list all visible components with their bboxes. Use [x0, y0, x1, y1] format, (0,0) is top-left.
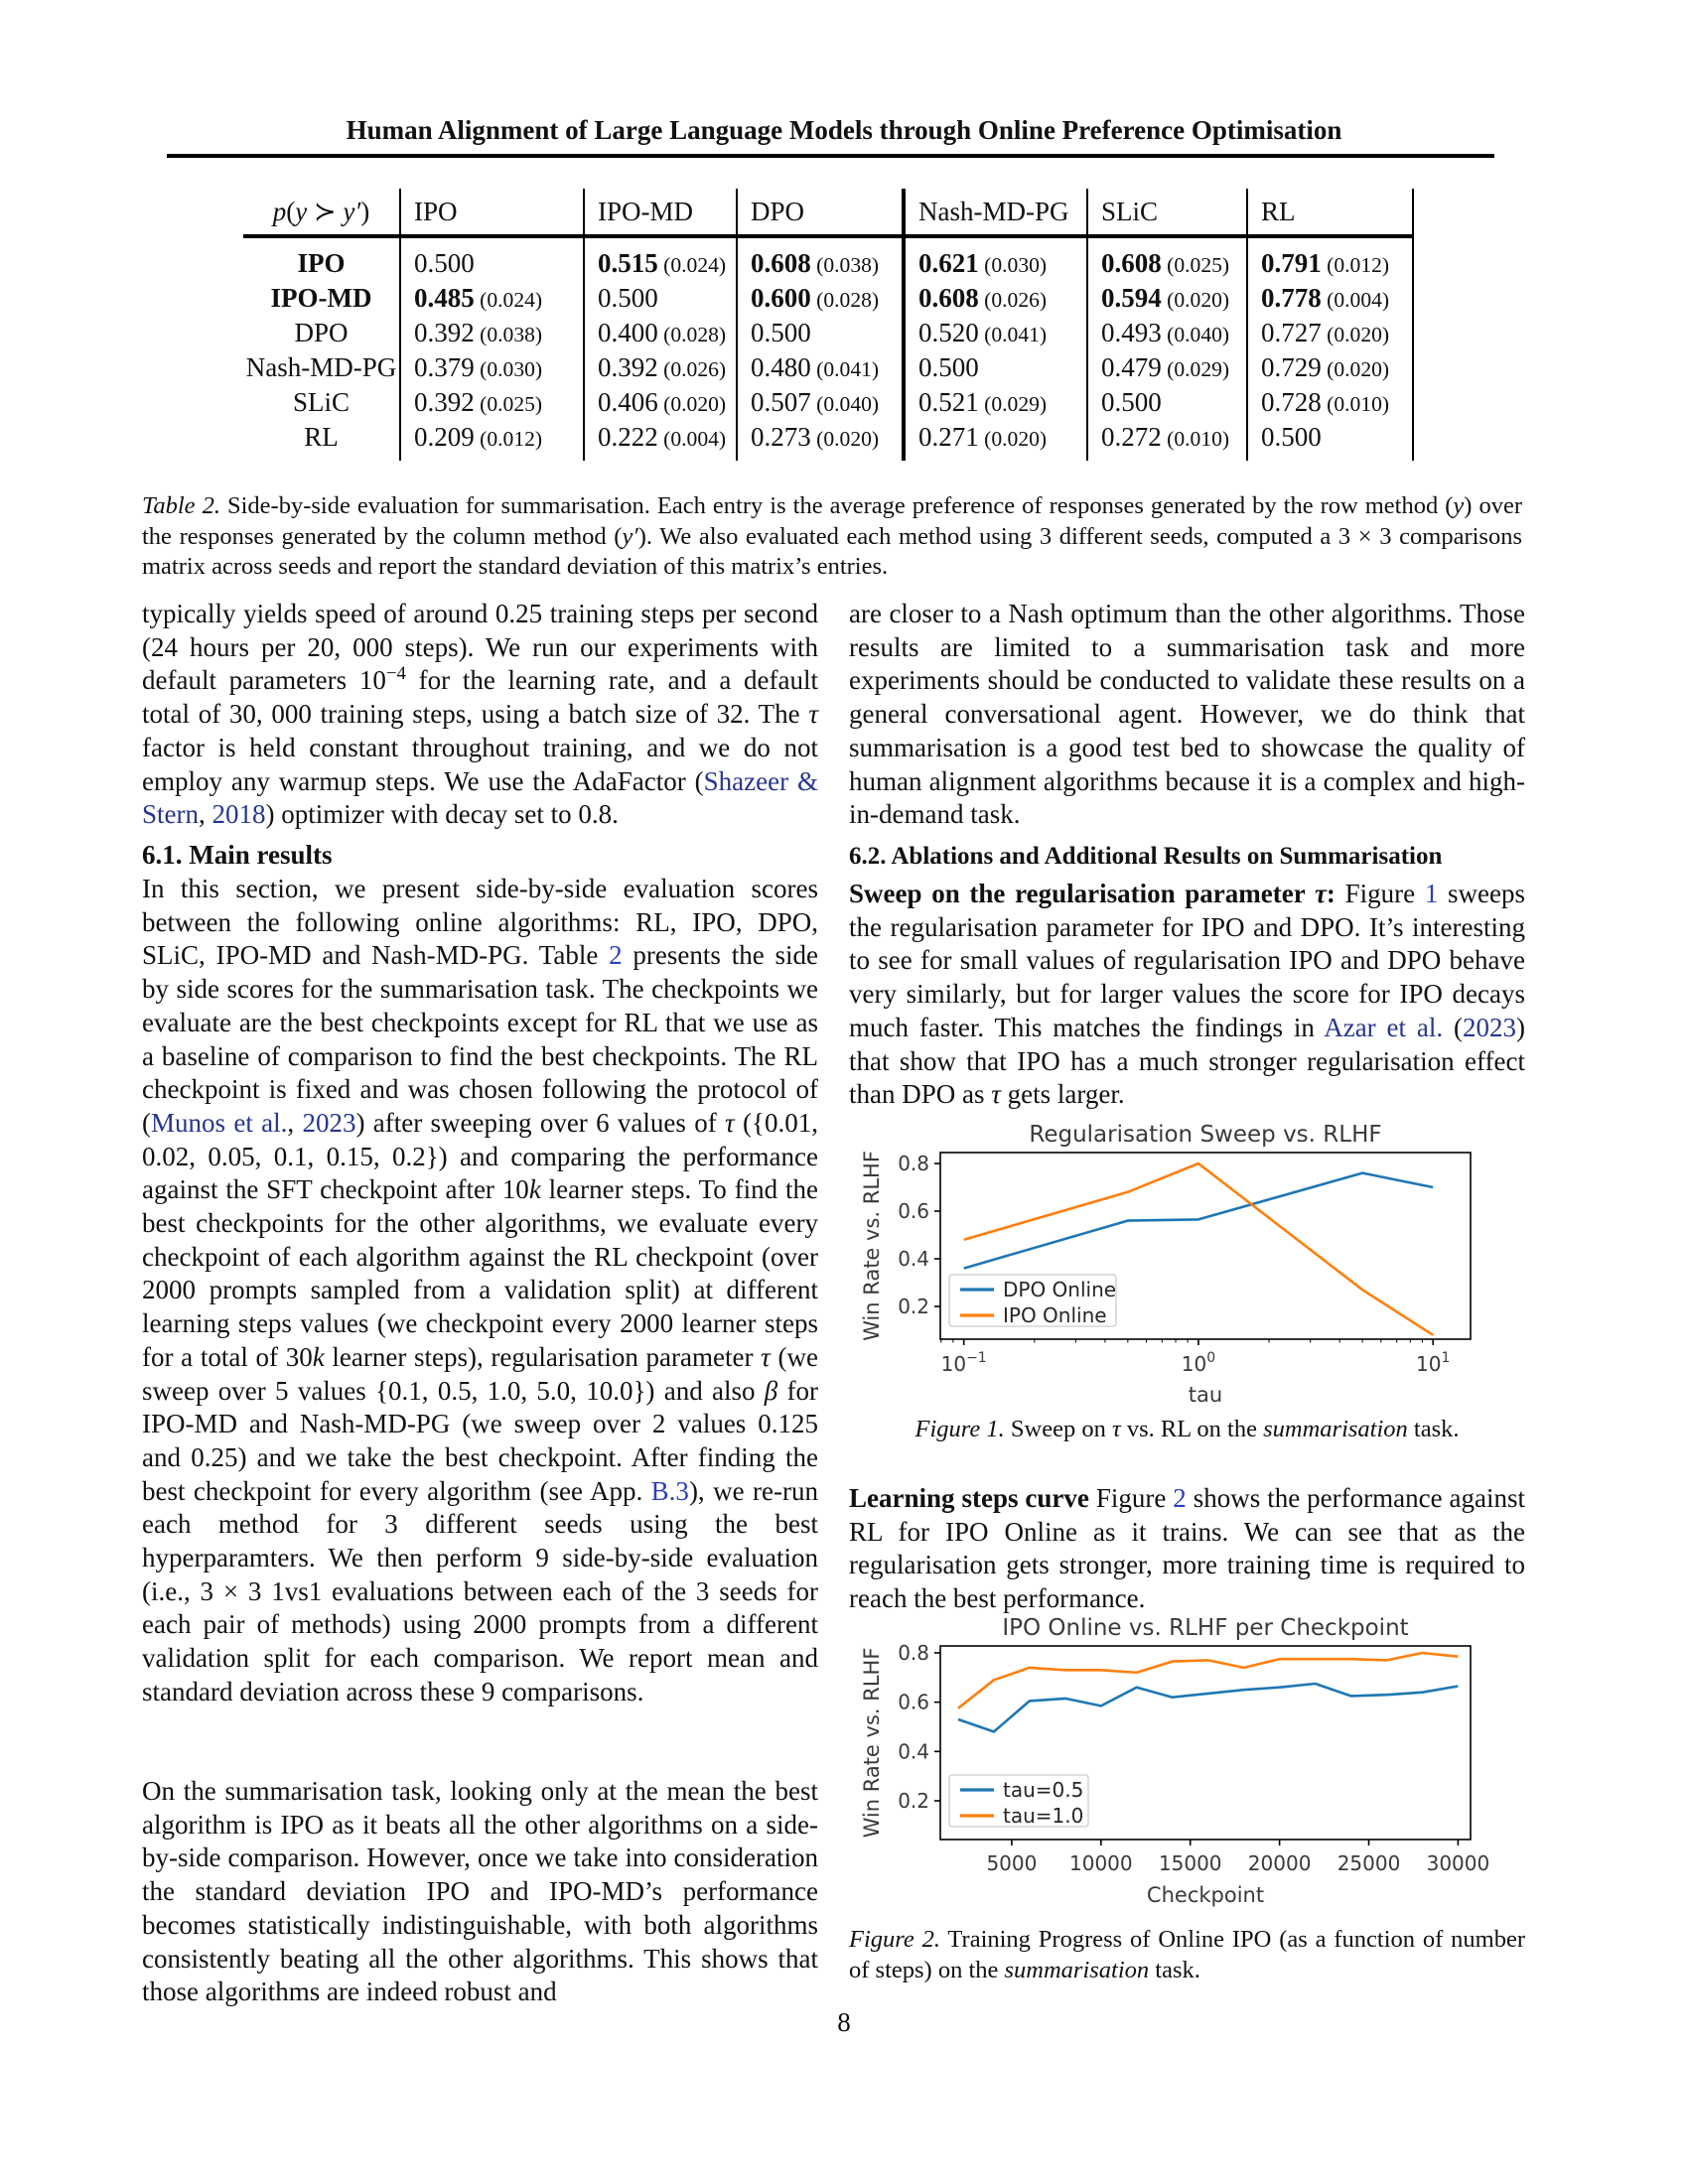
text-segment: sweeps the regularisation parameter for IPO and DPO. It’s interesting to see for small values of regularisation IPO and DPO behave very similarly, but for larger values the score for IPO decays much faster. This matches the findings in — [849, 879, 1525, 1042]
table-cell: 0.515 (0.024) — [584, 236, 737, 281]
y-tick-label: 0.6 — [898, 1199, 929, 1224]
y-tick-label: 0.2 — [898, 1789, 929, 1813]
x-tick-label: $10^1$ — [1416, 1350, 1451, 1376]
text-segment: τ — [1111, 1416, 1121, 1442]
running-head: Human Alignment of Large Language Models through Online Preference Optimisation — [346, 115, 1342, 145]
legend-label: IPO Online — [1003, 1303, 1107, 1327]
x-tick-label: 5000 — [986, 1851, 1038, 1875]
table-cell: 0.729 (0.020) — [1247, 350, 1413, 385]
table-cell: 0.480 (0.041) — [737, 350, 904, 385]
paragraph-main-results — [142, 873, 818, 1709]
table-cell: 0.400 (0.028) — [584, 316, 737, 350]
citation-link[interactable]: Shazeer & Stern — [142, 765, 818, 830]
text-segment: for IPO-MD and Nash-MD-PG (we sweep over 2 values 0.125 and 0.25) and we take the best checkpoint. After finding the best checkpoint for every algorithm (see App. — [142, 1375, 819, 1506]
text-segment: y′ — [622, 522, 638, 550]
paragraph-nash-optimum — [849, 598, 1525, 832]
table-row — [243, 316, 1413, 350]
table-cell: 0.392 (0.038) — [400, 316, 584, 350]
table-cell: 0.222 (0.004) — [584, 420, 737, 461]
text-segment: Figure 2. — [849, 1926, 941, 1953]
x-tick-label: 10000 — [1069, 1851, 1133, 1875]
header-cell: RL — [1247, 189, 1413, 236]
table-cell: 0.608 (0.026) — [904, 281, 1087, 316]
text-segment: ) over the responses generated by the column method ( — [142, 492, 1522, 550]
text-segment: ({0.01, 0.02, 0.05, 0.1, 0.15, 0.2}) and comparing the performance against the SFT checkpoint after 10 — [142, 1107, 818, 1205]
text-segment: τ — [725, 1107, 735, 1138]
table-row — [243, 385, 1413, 420]
header-cell: IPO — [400, 189, 584, 236]
text-segment: Sweep on — [1004, 1416, 1112, 1442]
internal-ref-link[interactable]: 2 — [609, 940, 623, 971]
table-cell: 0.392 (0.026) — [584, 350, 737, 385]
table-row — [243, 420, 1413, 461]
figure2-line-chart — [849, 1613, 1524, 1911]
table-caption — [142, 491, 1522, 583]
page-number: 8 — [837, 2007, 851, 2037]
text-segment: task. — [1407, 1416, 1460, 1442]
table-cell: 0.500 — [904, 350, 1087, 385]
text-segment: factor is held constant throughout training, and we do not employ any warmup steps. We use the AdaFactor ( — [142, 732, 818, 796]
table-header-row — [243, 189, 1413, 236]
text-segment: ( — [1443, 1012, 1463, 1042]
header-cell: IPO-MD — [584, 189, 737, 236]
text-segment: ) optimizer with decay set to 0.8. — [265, 799, 619, 830]
legend-label: tau=0.5 — [1003, 1778, 1084, 1802]
row-label: IPO — [297, 248, 346, 278]
text-segment: Figure — [1088, 1483, 1174, 1513]
y-axis-label: Win Rate vs. RLHF — [860, 1647, 884, 1839]
table-cell: 0.608 (0.038) — [737, 236, 904, 281]
x-tick-label: 25000 — [1336, 1851, 1401, 1875]
text-segment: learner steps), regularisation parameter — [324, 1341, 762, 1372]
paragraph-learning-steps — [849, 1482, 1525, 1616]
text-segment: Side-by-side evaluation for summarisation. Each entry is the average preference of responses generated by the row method ( — [219, 492, 1454, 519]
x-tick-label: 20000 — [1247, 1851, 1312, 1875]
table-body — [243, 236, 1413, 461]
text-segment: presents the side by side scores for the summarisation task. The checkpoints we evaluate are the best checkpoints except for RL that we use as a baseline of comparison to find the best checkpoints. The RL checkpoint is fixed and was chosen following the protocol of ( — [142, 940, 818, 1138]
citation-link[interactable]: Munos et al. — [151, 1107, 288, 1138]
table-cell: 0.621 (0.030) — [904, 236, 1087, 281]
citation-link[interactable]: 2023 — [1462, 1012, 1516, 1042]
figure1 — [849, 1117, 1525, 1415]
table-cell: 0.608 (0.025) — [1087, 236, 1247, 281]
text-segment: Table 2. — [142, 492, 220, 519]
table-header — [243, 189, 1413, 236]
table-cell: 0.600 (0.028) — [737, 281, 904, 316]
table-cell: 0.500 — [400, 236, 584, 281]
text-segment: ) after sweeping over 6 values of — [355, 1107, 726, 1138]
table-cell: 0.272 (0.010) — [1087, 420, 1247, 461]
table-cell: 0.500 — [737, 316, 904, 350]
chart-title: Regularisation Sweep vs. RLHF — [1029, 1122, 1382, 1148]
table-cell: 0.728 (0.010) — [1247, 385, 1413, 420]
text-segment: k — [528, 1174, 541, 1205]
table-cell: 0.778 (0.004) — [1247, 281, 1413, 316]
table-cell: 0.485 (0.024) — [400, 281, 584, 316]
header-rule — [167, 154, 1494, 158]
legend-label: DPO Online — [1003, 1278, 1117, 1301]
text-segment: Training Progress of Online IPO (as a function of number of steps) on the — [849, 1926, 1525, 1983]
x-tick-label: $10^0$ — [1181, 1350, 1216, 1376]
x-tick-label: 15000 — [1158, 1851, 1222, 1875]
text-segment: y — [1453, 492, 1465, 519]
text-segment: τ — [991, 1079, 1001, 1110]
table-cell: 0.500 — [584, 281, 737, 316]
text-segment: : — [1326, 879, 1336, 908]
y-tick-label: 0.4 — [898, 1247, 929, 1272]
table-cell: 0.493 (0.040) — [1087, 316, 1247, 350]
paragraph-sweep — [849, 878, 1525, 1112]
x-tick-label: 30000 — [1426, 1851, 1490, 1875]
figure2-caption — [849, 1925, 1525, 1985]
table-cell: 0.271 (0.020) — [904, 420, 1087, 461]
figure1-line-chart — [849, 1117, 1524, 1415]
table-cell: 0.521 (0.029) — [904, 385, 1087, 420]
text-segment: ). We also evaluated each method using 3 different seeds, computed a 3 × 3 comparisons matrix across seeds and report the standard deviation of this matrix’s entries. — [142, 522, 1522, 580]
header-cell-p: p(y ≻ y′) — [243, 189, 400, 236]
row-label: SLiC — [292, 387, 351, 417]
text-segment: τ — [1314, 879, 1327, 908]
table-cell: 0.406 (0.020) — [584, 385, 737, 420]
paragraph-summarisation-task — [142, 1775, 818, 2009]
y-tick-label: 0.2 — [898, 1295, 929, 1319]
table-row — [243, 236, 1413, 281]
header-cell: DPO — [737, 189, 904, 236]
text-segment: typically yields speed of around 0.25 training steps per second (24 hours per 20, 000 steps). We run our experiments with default parameters 10 — [142, 599, 818, 696]
row-label: RL — [304, 422, 339, 452]
series-line — [964, 1173, 1433, 1269]
text-segment: , — [287, 1107, 303, 1138]
table-cell: 0.392 (0.025) — [400, 385, 584, 420]
citation-link[interactable]: Azar et al. — [1324, 1012, 1444, 1042]
y-axis-label: Win Rate vs. RLHF — [860, 1151, 884, 1341]
header-cell: Nash-MD-PG — [904, 189, 1087, 236]
text-segment: k — [312, 1341, 325, 1372]
text-segment: shows the performance against RL for IPO Online as it trains. We can see that as the regularisation gets stronger, more training time is required to reach the best performance. — [849, 1483, 1525, 1614]
text-segment: τ — [761, 1341, 771, 1372]
text-segment: for the learning rate, and a default total of 30, 000 training steps, using a batch size of 32. The — [142, 665, 819, 730]
table-cell: 0.520 (0.041) — [904, 316, 1087, 350]
text-segment: On the summarisation task, looking only at the mean the best algorithm is IPO as it beats all the other algorithms on a side-by-side comparison. However, once we take into consideration the standard deviation IPO and IPO-MD’s performance becomes statistically indistinguishable, with both algorithms consistently beating all the other algorithms. This shows that those algorithms are indeed robust and — [142, 1776, 818, 2007]
figure1-caption — [849, 1415, 1525, 1445]
text-segment: τ — [808, 699, 818, 730]
table-row — [243, 281, 1413, 316]
y-tick-label: 0.6 — [898, 1690, 929, 1714]
text-segment: Figure — [1335, 879, 1425, 908]
internal-ref-link[interactable]: B.3 — [650, 1475, 689, 1506]
text-segment: Learning steps curve — [849, 1483, 1089, 1513]
section-heading-6-1: 6.1. Main results — [142, 840, 333, 870]
text-segment: Sweep on the regularisation parameter — [849, 879, 1315, 908]
series-line — [958, 1684, 1458, 1731]
y-tick-label: 0.8 — [898, 1152, 929, 1176]
text-segment: summarisation — [1004, 1956, 1150, 1983]
figure2 — [849, 1613, 1525, 1911]
x-axis-label: tau — [1188, 1383, 1223, 1407]
text-segment: vs. RL on the — [1120, 1416, 1264, 1442]
results-table — [243, 189, 1414, 461]
chart-title: IPO Online vs. RLHF per Checkpoint — [1002, 1615, 1409, 1641]
row-label: Nash-MD-PG — [245, 352, 397, 382]
text-segment: Figure 1. — [914, 1416, 1005, 1442]
table-cell: 0.379 (0.030) — [400, 350, 584, 385]
text-segment: are closer to a Nash optimum than the other algorithms. Those results are limited to a summarisation task and more experiments should be conducted to validate these results on a general conversational agent. However, we do think that summarisation is a good test bed to showcase the quality of human alignment algorithms because it is a complex and high-in-demand task. — [849, 599, 1525, 830]
table-cell: 0.479 (0.029) — [1087, 350, 1247, 385]
text-segment: In this section, we present side-by-side evaluation scores between the following online algorithms: RL, IPO, DPO, SLiC, IPO-MD and Nash-MD-PG. Table — [142, 874, 818, 971]
citation-link[interactable]: 2023 — [302, 1107, 356, 1138]
text-segment: summarisation — [1263, 1416, 1408, 1442]
table-cell: 0.209 (0.012) — [400, 420, 584, 461]
table-row — [243, 350, 1413, 385]
citation-link[interactable]: 2018 — [211, 799, 266, 830]
y-tick-label: 0.8 — [898, 1640, 929, 1665]
internal-ref-link[interactable]: 2 — [1173, 1483, 1187, 1513]
text-segment: β — [764, 1375, 778, 1406]
x-tick-label: $10^{-1}$ — [940, 1350, 987, 1376]
table-cell: 0.500 — [1247, 420, 1413, 461]
table-cell: 0.500 — [1087, 385, 1247, 420]
y-tick-label: 0.4 — [898, 1739, 929, 1764]
header-cell: SLiC — [1087, 189, 1247, 236]
internal-ref-link[interactable]: 1 — [1424, 879, 1439, 908]
table-cell: 0.727 (0.020) — [1247, 316, 1413, 350]
text-segment: task. — [1149, 1956, 1200, 1983]
x-axis-label: Checkpoint — [1146, 1883, 1265, 1907]
table-cell: 0.273 (0.020) — [737, 420, 904, 461]
text-segment: ), we re-run each method for 3 different seeds using the best hyperparamters. We then perform 9 side-by-side evaluation (i.e., 3 × 3 1vs1 evaluations between each of the 3 seeds for each pair of methods) using 2000 prompts from a different validation split for each comparison. We report mean and standard deviation across these 9 comparisons. — [142, 1475, 818, 1706]
legend-label: tau=1.0 — [1003, 1804, 1084, 1828]
text-segment: learner steps. To find the best checkpoints for the other algorithms, we evaluate every checkpoint of each algorithm against the RL checkpoint (over 2000 prompts sampled from a validation split) at different learning steps values (we checkpoint every 2000 learner steps for a total of 30 — [142, 1174, 818, 1372]
text-segment: −4 — [385, 663, 406, 685]
text-segment: ) that show that IPO has a much stronger regularisation effect than DPO as — [849, 1012, 1525, 1110]
text-segment: (we sweep over 5 values {0.1, 0.5, 1.0, 5.0, 10.0}) and also — [142, 1341, 819, 1406]
text-segment: , — [199, 799, 212, 830]
table-cell: 0.791 (0.012) — [1247, 236, 1413, 281]
paragraph-experiments — [142, 598, 818, 832]
row-label: IPO-MD — [270, 283, 372, 313]
section-heading-6-2: 6.2. Ablations and Additional Results on Summarisation — [849, 843, 1443, 870]
table-cell: 0.594 (0.020) — [1087, 281, 1247, 316]
table-cell: 0.507 (0.040) — [737, 385, 904, 420]
row-label: DPO — [294, 318, 349, 347]
text-segment: gets larger. — [1000, 1079, 1125, 1110]
